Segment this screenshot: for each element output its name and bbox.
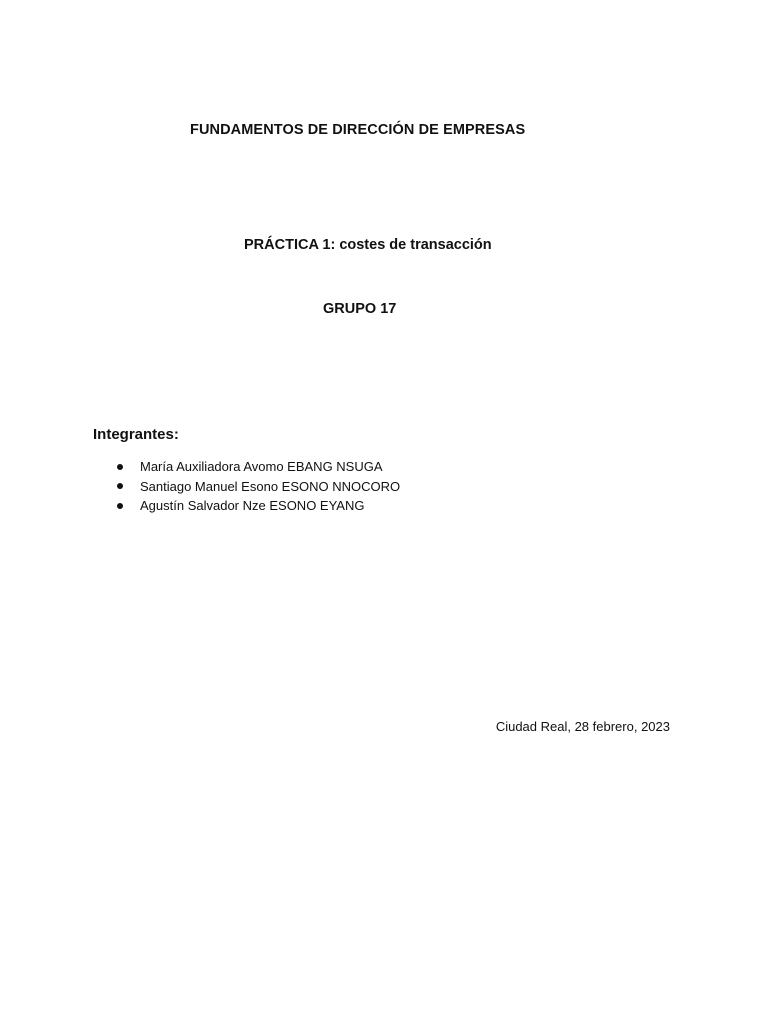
member-name: María Auxiliadora Avomo EBANG NSUGA	[140, 459, 383, 474]
bullet-icon	[117, 464, 123, 470]
group-title: GRUPO 17	[323, 301, 397, 317]
member-name: Santiago Manuel Esono ESONO NNOCORO	[140, 478, 401, 494]
member-name: Agustín Salvador Nze ESONO EYANG	[140, 498, 365, 513]
course-title: FUNDAMENTOS DE DIRECCIÓN DE EMPRESAS	[190, 122, 526, 138]
practice-title: PRÁCTICA 1: costes de transacción	[244, 237, 492, 253]
members-heading: Integrantes:	[93, 426, 179, 443]
bullet-icon	[117, 483, 123, 489]
bullet-icon	[117, 503, 123, 509]
place-date: Ciudad Real, 28 febrero, 2023	[495, 719, 670, 734]
